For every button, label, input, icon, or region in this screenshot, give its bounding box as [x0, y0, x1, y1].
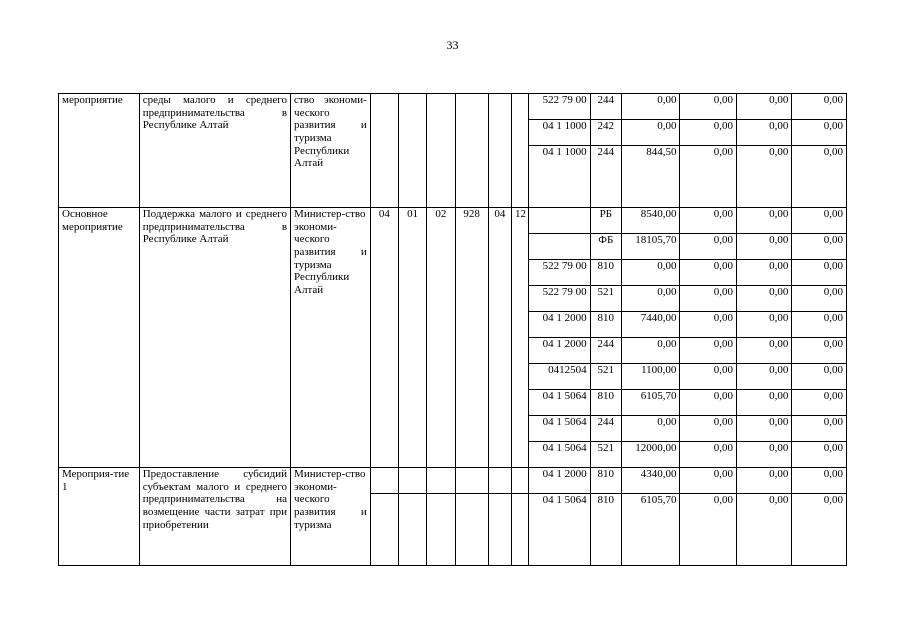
- code-cell: [427, 494, 455, 566]
- amount-cell: 4340,00: [621, 468, 680, 494]
- amount-cell: 0,00: [736, 312, 791, 338]
- amount-cell: 0,00: [736, 234, 791, 260]
- responsible-cell: Министер-ство экономи-ческого развития и туризма: [291, 468, 371, 566]
- kbk-cell: 04 1 5064: [529, 416, 591, 442]
- vr-cell: 521: [590, 286, 621, 312]
- kbk-cell: 522 79 00: [529, 94, 591, 120]
- kbk-cell: 04 1 2000: [529, 338, 591, 364]
- amount-cell: 0,00: [792, 312, 847, 338]
- amount-cell: 0,00: [680, 442, 737, 468]
- section-type-cell: Мероприя-тие 1: [59, 468, 140, 566]
- amount-cell: 0,00: [736, 94, 791, 120]
- vr-cell: 810: [590, 468, 621, 494]
- amount-cell: 0,00: [680, 364, 737, 390]
- amount-cell: 0,00: [736, 364, 791, 390]
- amount-cell: 18105,70: [621, 234, 680, 260]
- amount-cell: 0,00: [736, 146, 791, 208]
- kbk-cell: 0412504: [529, 364, 591, 390]
- amount-cell: 0,00: [680, 146, 737, 208]
- amount-cell: 0,00: [792, 208, 847, 234]
- kbk-cell: 04 1 2000: [529, 468, 591, 494]
- amount-cell: 0,00: [792, 286, 847, 312]
- kbk-cell: 04 1 5064: [529, 390, 591, 416]
- code-cell: [488, 494, 511, 566]
- amount-cell: 0,00: [736, 120, 791, 146]
- table-row: [59, 208, 847, 234]
- amount-cell: 6105,70: [621, 494, 680, 566]
- kbk-cell: [529, 208, 591, 234]
- amount-cell: 0,00: [680, 416, 737, 442]
- amount-cell: 8540,00: [621, 208, 680, 234]
- code-cell: [511, 468, 528, 494]
- vr-cell: 244: [590, 146, 621, 208]
- page-number: 33: [446, 38, 459, 52]
- code-cell: 928: [455, 208, 488, 468]
- vr-cell: 810: [590, 260, 621, 286]
- code-cell: [370, 494, 398, 566]
- code-cell: [399, 94, 427, 208]
- amount-cell: 0,00: [792, 390, 847, 416]
- kbk-cell: 522 79 00: [529, 260, 591, 286]
- vr-cell: 242: [590, 120, 621, 146]
- amount-cell: 0,00: [621, 416, 680, 442]
- kbk-cell: 04 1 1000: [529, 146, 591, 208]
- amount-cell: 0,00: [792, 338, 847, 364]
- vr-cell: 244: [590, 416, 621, 442]
- code-cell: [511, 494, 528, 566]
- amount-cell: 7440,00: [621, 312, 680, 338]
- vr-cell: РБ: [590, 208, 621, 234]
- section-title-cell: Предоставление субсидий субъектам малого и среднего предпринимательства на возмещение части затрат при приобретении: [139, 468, 290, 566]
- amount-cell: 0,00: [680, 390, 737, 416]
- code-cell: [455, 468, 488, 494]
- amount-cell: 0,00: [736, 208, 791, 234]
- amount-cell: 0,00: [792, 468, 847, 494]
- amount-cell: 0,00: [736, 286, 791, 312]
- amount-cell: 0,00: [621, 120, 680, 146]
- amount-cell: 0,00: [736, 260, 791, 286]
- amount-cell: 0,00: [792, 260, 847, 286]
- code-cell: [399, 494, 427, 566]
- vr-cell: ФБ: [590, 234, 621, 260]
- amount-cell: 0,00: [736, 416, 791, 442]
- code-cell: 02: [427, 208, 455, 468]
- amount-cell: 1100,00: [621, 364, 680, 390]
- amount-cell: 0,00: [621, 94, 680, 120]
- kbk-cell: [529, 234, 591, 260]
- section-title-cell: среды малого и среднего предпринимательства в Республике Алтай: [139, 94, 290, 208]
- amount-cell: 0,00: [792, 94, 847, 120]
- amount-cell: 0,00: [680, 234, 737, 260]
- code-cell: [511, 94, 528, 208]
- amount-cell: 0,00: [680, 286, 737, 312]
- amount-cell: 0,00: [792, 416, 847, 442]
- vr-cell: 810: [590, 390, 621, 416]
- amount-cell: 0,00: [680, 260, 737, 286]
- code-cell: [399, 468, 427, 494]
- code-cell: [455, 94, 488, 208]
- amount-cell: 0,00: [680, 94, 737, 120]
- budget-table: [58, 93, 847, 566]
- amount-cell: 6105,70: [621, 390, 680, 416]
- vr-cell: 521: [590, 364, 621, 390]
- amount-cell: 0,00: [680, 468, 737, 494]
- code-cell: [488, 468, 511, 494]
- section-type-cell: мероприятие: [59, 94, 140, 208]
- amount-cell: 0,00: [736, 390, 791, 416]
- amount-cell: 0,00: [680, 208, 737, 234]
- code-cell: 01: [399, 208, 427, 468]
- table-row: [59, 94, 847, 120]
- table-row: [59, 468, 847, 494]
- amount-cell: 0,00: [680, 338, 737, 364]
- amount-cell: 0,00: [792, 120, 847, 146]
- code-cell: 12: [511, 208, 528, 468]
- code-cell: [370, 94, 398, 208]
- amount-cell: 0,00: [792, 364, 847, 390]
- responsible-cell: ство экономи-ческого развития и туризма Республики Алтай: [291, 94, 371, 208]
- amount-cell: 0,00: [680, 494, 737, 566]
- amount-cell: 844,50: [621, 146, 680, 208]
- amount-cell: 0,00: [736, 442, 791, 468]
- amount-cell: 0,00: [792, 234, 847, 260]
- code-cell: [488, 94, 511, 208]
- kbk-cell: 04 1 1000: [529, 120, 591, 146]
- code-cell: 04: [488, 208, 511, 468]
- kbk-cell: 04 1 2000: [529, 312, 591, 338]
- amount-cell: 12000,00: [621, 442, 680, 468]
- amount-cell: 0,00: [621, 338, 680, 364]
- code-cell: [427, 468, 455, 494]
- vr-cell: 810: [590, 312, 621, 338]
- vr-cell: 244: [590, 338, 621, 364]
- vr-cell: 810: [590, 494, 621, 566]
- amount-cell: 0,00: [680, 120, 737, 146]
- code-cell: [370, 468, 398, 494]
- amount-cell: 0,00: [792, 494, 847, 566]
- kbk-cell: 04 1 5064: [529, 494, 591, 566]
- amount-cell: 0,00: [621, 286, 680, 312]
- kbk-cell: 522 79 00: [529, 286, 591, 312]
- amount-cell: 0,00: [792, 442, 847, 468]
- code-cell: [455, 494, 488, 566]
- vr-cell: 521: [590, 442, 621, 468]
- amount-cell: 0,00: [621, 260, 680, 286]
- responsible-cell: Министер-ство экономи-ческого развития и туризма Республики Алтай: [291, 208, 371, 468]
- amount-cell: 0,00: [792, 146, 847, 208]
- code-cell: [427, 94, 455, 208]
- code-cell: 04: [370, 208, 398, 468]
- kbk-cell: 04 1 5064: [529, 442, 591, 468]
- amount-cell: 0,00: [736, 468, 791, 494]
- vr-cell: 244: [590, 94, 621, 120]
- amount-cell: 0,00: [736, 338, 791, 364]
- amount-cell: 0,00: [680, 312, 737, 338]
- amount-cell: 0,00: [736, 494, 791, 566]
- section-type-cell: Основное мероприятие: [59, 208, 140, 468]
- section-title-cell: Поддержка малого и среднего предпринимательства в Республике Алтай: [139, 208, 290, 468]
